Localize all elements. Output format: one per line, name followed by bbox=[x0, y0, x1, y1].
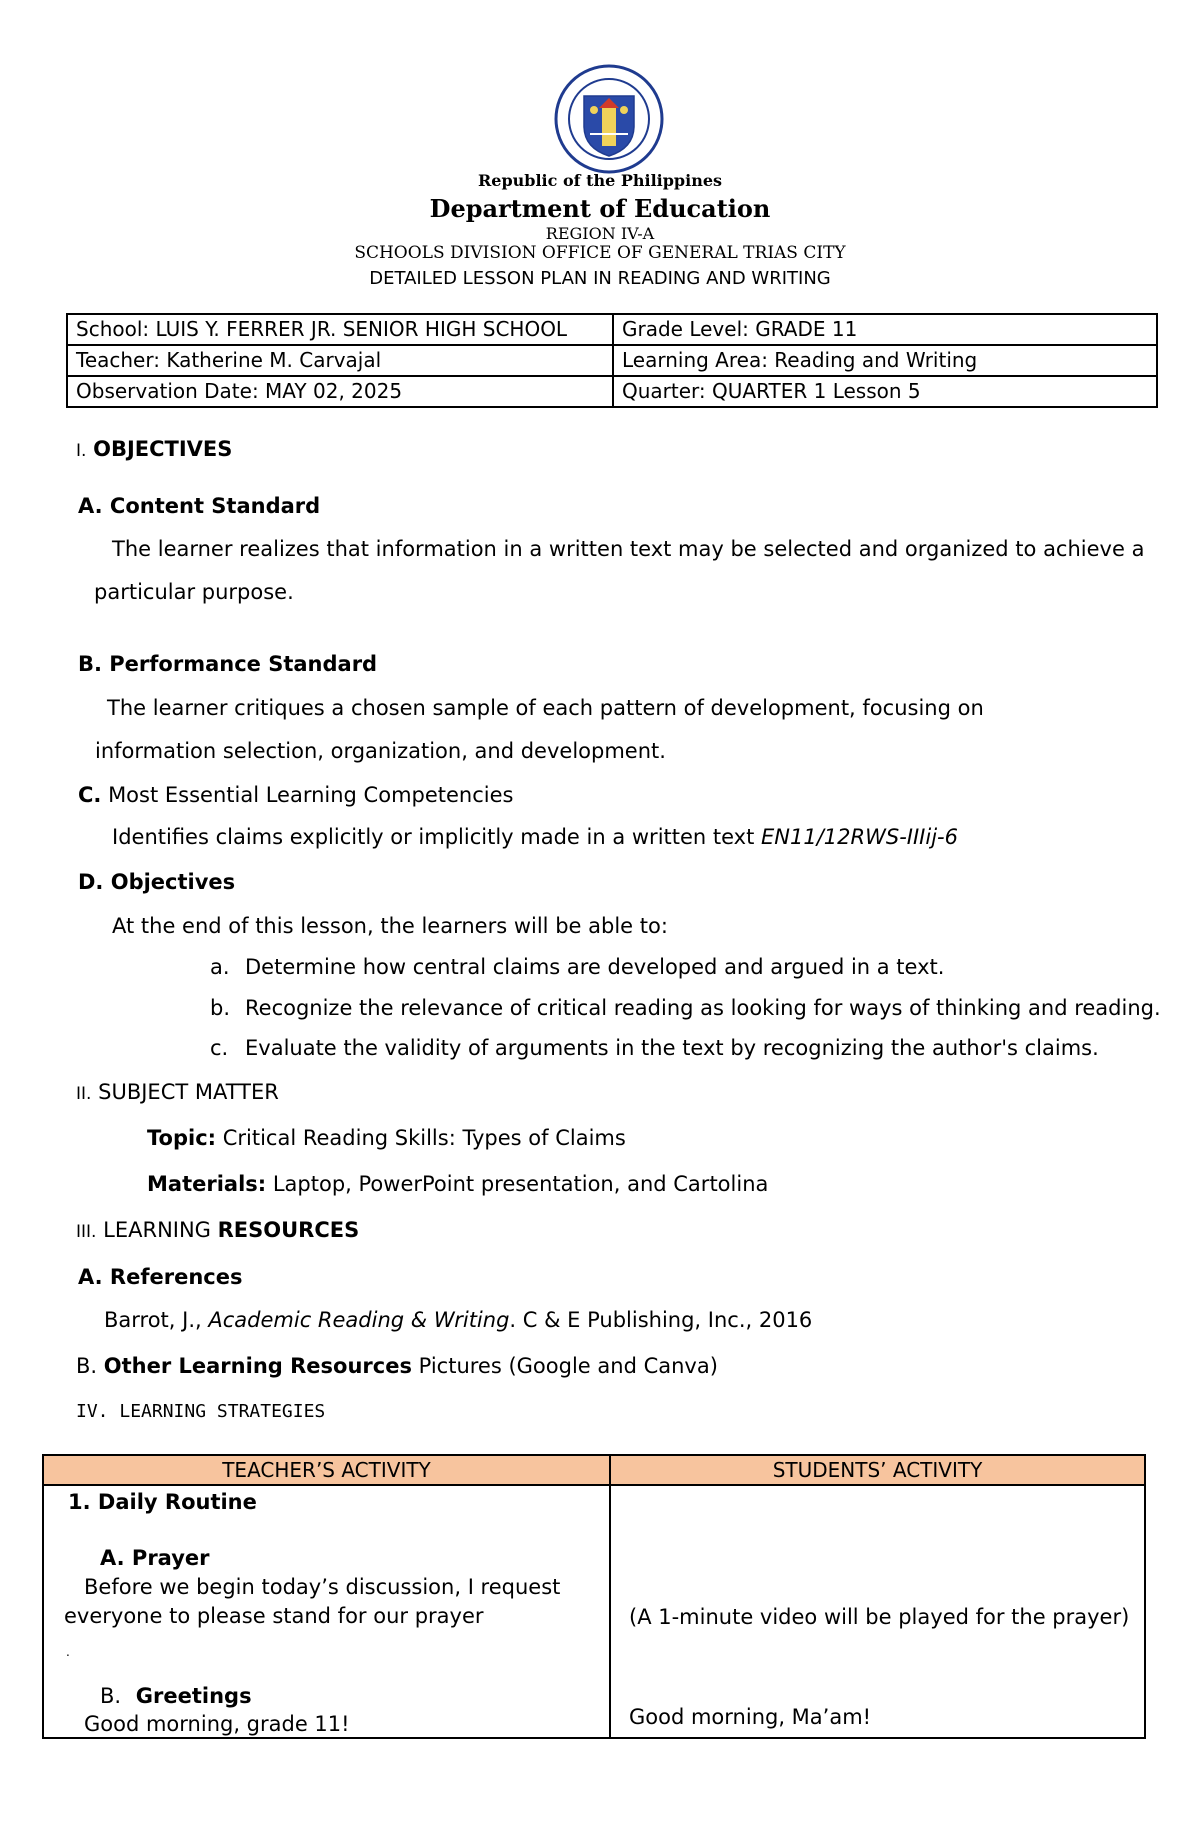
objective-item bbox=[210, 1034, 1099, 1062]
greetings-title: Greetings bbox=[135, 1684, 252, 1708]
objective-item bbox=[210, 953, 945, 981]
subject-matter-heading bbox=[76, 1078, 279, 1108]
section-number: I. bbox=[76, 441, 87, 461]
prayer-label: A. Prayer bbox=[100, 1546, 210, 1570]
activity-table bbox=[42, 1454, 1146, 1739]
deped-seal-logo bbox=[554, 64, 664, 174]
department-heading: Department of Education bbox=[429, 194, 771, 223]
students-activity-cell bbox=[610, 1485, 1145, 1738]
greetings-teacher-text: Good morning, grade 11! bbox=[84, 1712, 350, 1736]
prayer-student-text: (A 1-minute video will be played for the prayer) bbox=[629, 1605, 1130, 1629]
topic-label: Topic: bbox=[147, 1126, 217, 1150]
melc-prefix: C. bbox=[78, 783, 102, 807]
greetings-prefix: B. bbox=[100, 1684, 122, 1708]
teacher-activity-cell bbox=[43, 1485, 610, 1738]
objectives-intro: At the end of this lesson, the learners will be able to: bbox=[112, 914, 668, 938]
teacher-activity-header: TEACHER’S ACTIVITY bbox=[43, 1455, 610, 1485]
melc-text bbox=[112, 823, 958, 851]
references-label: A. References bbox=[78, 1265, 243, 1289]
quarter-cell: Quarter: QUARTER 1 Lesson 5 bbox=[613, 376, 1157, 407]
content-standard-text: The learner realizes that information in a written text may be selected and organized to achieve a bbox=[112, 537, 1145, 561]
content-standard-text: particular purpose. bbox=[94, 580, 294, 604]
performance-standard-label: B. Performance Standard bbox=[78, 652, 378, 676]
greetings-student-text: Good morning, Ma’am! bbox=[629, 1705, 872, 1729]
topic-value: Critical Reading Skills: Types of Claims bbox=[216, 1126, 626, 1150]
other-resources-label: Other Learning Resources bbox=[103, 1354, 412, 1378]
observation-date-cell: Observation Date: MAY 02, 2025 bbox=[67, 376, 613, 407]
materials-value: Laptop, PowerPoint presentation, and Cartolina bbox=[266, 1172, 769, 1196]
lesson-plan-title: DETAILED LESSON PLAN IN READING AND WRITING bbox=[369, 268, 831, 289]
reference-title: Academic Reading & Writing bbox=[208, 1308, 510, 1332]
reference-entry bbox=[104, 1306, 812, 1334]
materials-line bbox=[147, 1170, 768, 1198]
division-heading: SCHOOLS DIVISION OFFICE OF GENERAL TRIAS CITY bbox=[354, 243, 846, 263]
stray-dot: . bbox=[66, 1645, 70, 1659]
objective-text: Determine how central claims are developed and argued in a text. bbox=[245, 955, 945, 979]
objective-item bbox=[210, 994, 1161, 1022]
section-number: III. bbox=[76, 1222, 97, 1242]
prayer-teacher-text: Before we begin today’s discussion, I request bbox=[84, 1575, 561, 1599]
melc-description: Identifies claims explicitly or implicitly made in a written text bbox=[112, 825, 762, 849]
school-cell: School: LUIS Y. FERRER JR. SENIOR HIGH SCHOOL bbox=[67, 314, 613, 345]
content-standard-label: A. Content Standard bbox=[78, 494, 321, 518]
reference-author: Barrot, J., bbox=[104, 1308, 209, 1332]
activity-row bbox=[43, 1485, 1145, 1738]
lesson-info-table bbox=[66, 313, 1158, 408]
objective-letter: b. bbox=[210, 996, 231, 1020]
objective-letter: c. bbox=[210, 1036, 229, 1060]
other-resources-line bbox=[76, 1352, 718, 1380]
performance-standard-text: The learner critiques a chosen sample of each pattern of development, focusing on bbox=[107, 696, 984, 720]
materials-label: Materials: bbox=[147, 1172, 267, 1196]
grade-level-cell: Grade Level: GRADE 11 bbox=[613, 314, 1157, 345]
section-number: IV. bbox=[76, 1401, 109, 1422]
melc-label bbox=[78, 781, 513, 809]
objective-letter: a. bbox=[210, 955, 230, 979]
learning-area-cell: Learning Area: Reading and Writing bbox=[613, 345, 1157, 376]
section-title: OBJECTIVES bbox=[93, 437, 233, 461]
reference-publisher: . C & E Publishing, Inc., 2016 bbox=[509, 1308, 813, 1332]
republic-heading: Republic of the Philippines bbox=[477, 171, 723, 190]
melc-code: EN11/12RWS-IIIij-6 bbox=[761, 825, 958, 849]
info-row bbox=[67, 345, 1157, 376]
activity-header-row bbox=[43, 1455, 1145, 1485]
performance-standard-text: information selection, organization, and development. bbox=[95, 739, 666, 763]
info-row bbox=[67, 314, 1157, 345]
objectives-label: D. Objectives bbox=[78, 870, 236, 894]
topic-line bbox=[147, 1124, 626, 1152]
objectives-heading bbox=[76, 435, 232, 465]
greetings-label bbox=[100, 1682, 252, 1710]
melc-title: Most Essential Learning Competencies bbox=[101, 783, 514, 807]
section-title: SUBJECT MATTER bbox=[98, 1080, 279, 1104]
learning-strategies-heading bbox=[76, 1398, 325, 1426]
teacher-cell: Teacher: Katherine M. Carvajal bbox=[67, 345, 613, 376]
info-row bbox=[67, 376, 1157, 407]
other-resources-text: Pictures (Google and Canva) bbox=[411, 1354, 718, 1378]
section-title: LEARNING bbox=[103, 1218, 218, 1242]
prayer-teacher-text: everyone to please stand for our prayer bbox=[64, 1604, 484, 1628]
region-heading: REGION IV-A bbox=[545, 224, 655, 243]
students-activity-header: STUDENTS’ ACTIVITY bbox=[610, 1455, 1145, 1485]
objective-text: Evaluate the validity of arguments in the text by recognizing the author's claims. bbox=[245, 1036, 1099, 1060]
section-title-bold: RESOURCES bbox=[217, 1218, 360, 1242]
learning-resources-heading bbox=[76, 1216, 359, 1246]
objective-text: Recognize the relevance of critical reading as looking for ways of thinking and reading. bbox=[245, 996, 1161, 1020]
other-resources-prefix: B. bbox=[76, 1354, 104, 1378]
daily-routine-label: 1. Daily Routine bbox=[68, 1490, 257, 1514]
section-title: LEARNING STRATEGIES bbox=[119, 1401, 326, 1422]
section-number: II. bbox=[76, 1084, 92, 1104]
